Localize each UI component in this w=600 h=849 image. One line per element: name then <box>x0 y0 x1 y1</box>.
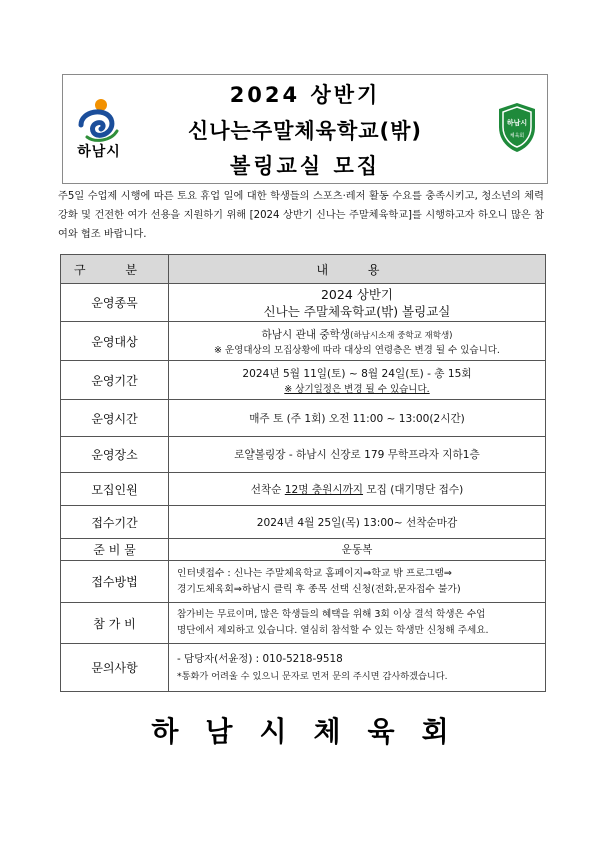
header-label-cell: 구 분 <box>61 255 169 284</box>
row-content <box>169 473 546 506</box>
table-row <box>61 561 546 603</box>
shield-emblem-icon <box>497 101 537 153</box>
content-note: (하남시소재 중학교 재학생) <box>350 330 453 341</box>
row-content <box>169 284 546 322</box>
row-label: 운영종목 <box>61 284 169 322</box>
hanam-logo-text: 하남시 <box>77 144 121 160</box>
title-line-2: 신나는주말체육학교(밖) <box>187 119 423 143</box>
row-content: 로얄볼링장 - 하남시 신장로 179 무학프라자 지하1층 <box>169 437 546 473</box>
content-line: 신나는 주말체육학교(밖) 볼링교실 <box>263 303 451 319</box>
content-line: 인터넷접수 : 신나는 주말체육학교 홈페이지⇒학교 밖 프로그램⇒ <box>177 567 452 579</box>
row-label: 운영대상 <box>61 322 169 361</box>
content-line: 2024년 5월 11일(토) ~ 8월 24일(토) - 총 15회 <box>242 367 472 380</box>
footer-organization: 하남시체육회 <box>151 715 476 748</box>
content-line: ※ 상기일정은 변경 될 수 있습니다. <box>284 383 430 395</box>
content-line: - 담당자(서윤정) : 010-5218-9518 <box>177 652 343 665</box>
row-label: 문의사항 <box>61 644 169 692</box>
content-text: 선착순 <box>250 483 285 496</box>
row-label: 모집인원 <box>61 473 169 506</box>
table-row <box>61 644 546 692</box>
row-content <box>169 644 546 692</box>
info-table <box>60 254 546 692</box>
table-row <box>61 473 546 506</box>
content-line: 2024 상반기 <box>320 286 393 302</box>
sports-council-emblem <box>497 101 537 153</box>
row-label: 참 가 비 <box>61 603 169 644</box>
row-content <box>169 561 546 603</box>
row-label: 운영시간 <box>61 400 169 437</box>
content-line: 하남시 관내 중학생 <box>261 328 351 341</box>
row-content <box>169 322 546 361</box>
table-row <box>61 539 546 561</box>
table-header-row <box>61 255 546 284</box>
row-content <box>169 603 546 644</box>
table-row <box>61 322 546 361</box>
intro-paragraph: 주5일 수업제 시행에 따른 토요 휴업 일에 대한 학생들의 스포츠·레저 활동 수요를 충족시키고, 청소년의 체력 강화 및 건전한 여가 선용을 지원하기 위해 [2024 상반기 신나는 주말체육학교]를 시행하고자 하오니 많은 참여와 협조 바랍니다. <box>58 191 544 240</box>
title-line-3: 볼링교실 모집 <box>229 154 381 178</box>
content-underlined: 12명 충원시까지 <box>284 483 364 496</box>
table-row <box>61 400 546 437</box>
content-line: ※ 운영대상의 모집상황에 따라 대상의 연령층은 변경 될 수 있습니다. <box>214 344 500 356</box>
table-row <box>61 506 546 539</box>
row-label: 운영기간 <box>61 361 169 400</box>
emblem-subtext: 체육회 <box>509 133 525 139</box>
row-label: 운영장소 <box>61 437 169 473</box>
header-content-cell: 내 용 <box>169 255 546 284</box>
row-label: 준 비 물 <box>61 539 169 561</box>
table-row <box>61 437 546 473</box>
row-content <box>169 361 546 400</box>
content-text: 모집 (대기명단 접수) <box>363 483 464 496</box>
table-row <box>61 361 546 400</box>
title-box <box>62 74 548 184</box>
title-line-1: 2024 상반기 <box>229 83 381 107</box>
table-row <box>61 603 546 644</box>
row-content: 2024년 4월 25일(목) 13:00~ 선착순마감 <box>169 506 546 539</box>
content-line: 명단에서 제외하고 있습니다. 열심히 참석할 수 있는 학생만 신청해 주세요. <box>177 625 489 636</box>
row-label: 접수기간 <box>61 506 169 539</box>
row-content: 운동복 <box>169 539 546 561</box>
content-line: *통화가 어려울 수 있으니 문자로 먼저 문의 주시면 감사하겠습니다. <box>177 670 448 682</box>
emblem-text: 하남시 <box>506 119 528 127</box>
row-label: 접수방법 <box>61 561 169 603</box>
table-row <box>61 284 546 322</box>
content-line: 참가비는 무료이며, 많은 학생들의 혜택을 위해 3회 이상 결석 학생은 수업 <box>177 609 486 620</box>
content-line: 경기도체육회⇒하남시 클릭 후 종목 선택 신청(전화,문자접수 불가) <box>177 583 461 595</box>
row-content: 매주 토 (주 1회) 오전 11:00 ~ 13:00(2시간) <box>169 400 546 437</box>
